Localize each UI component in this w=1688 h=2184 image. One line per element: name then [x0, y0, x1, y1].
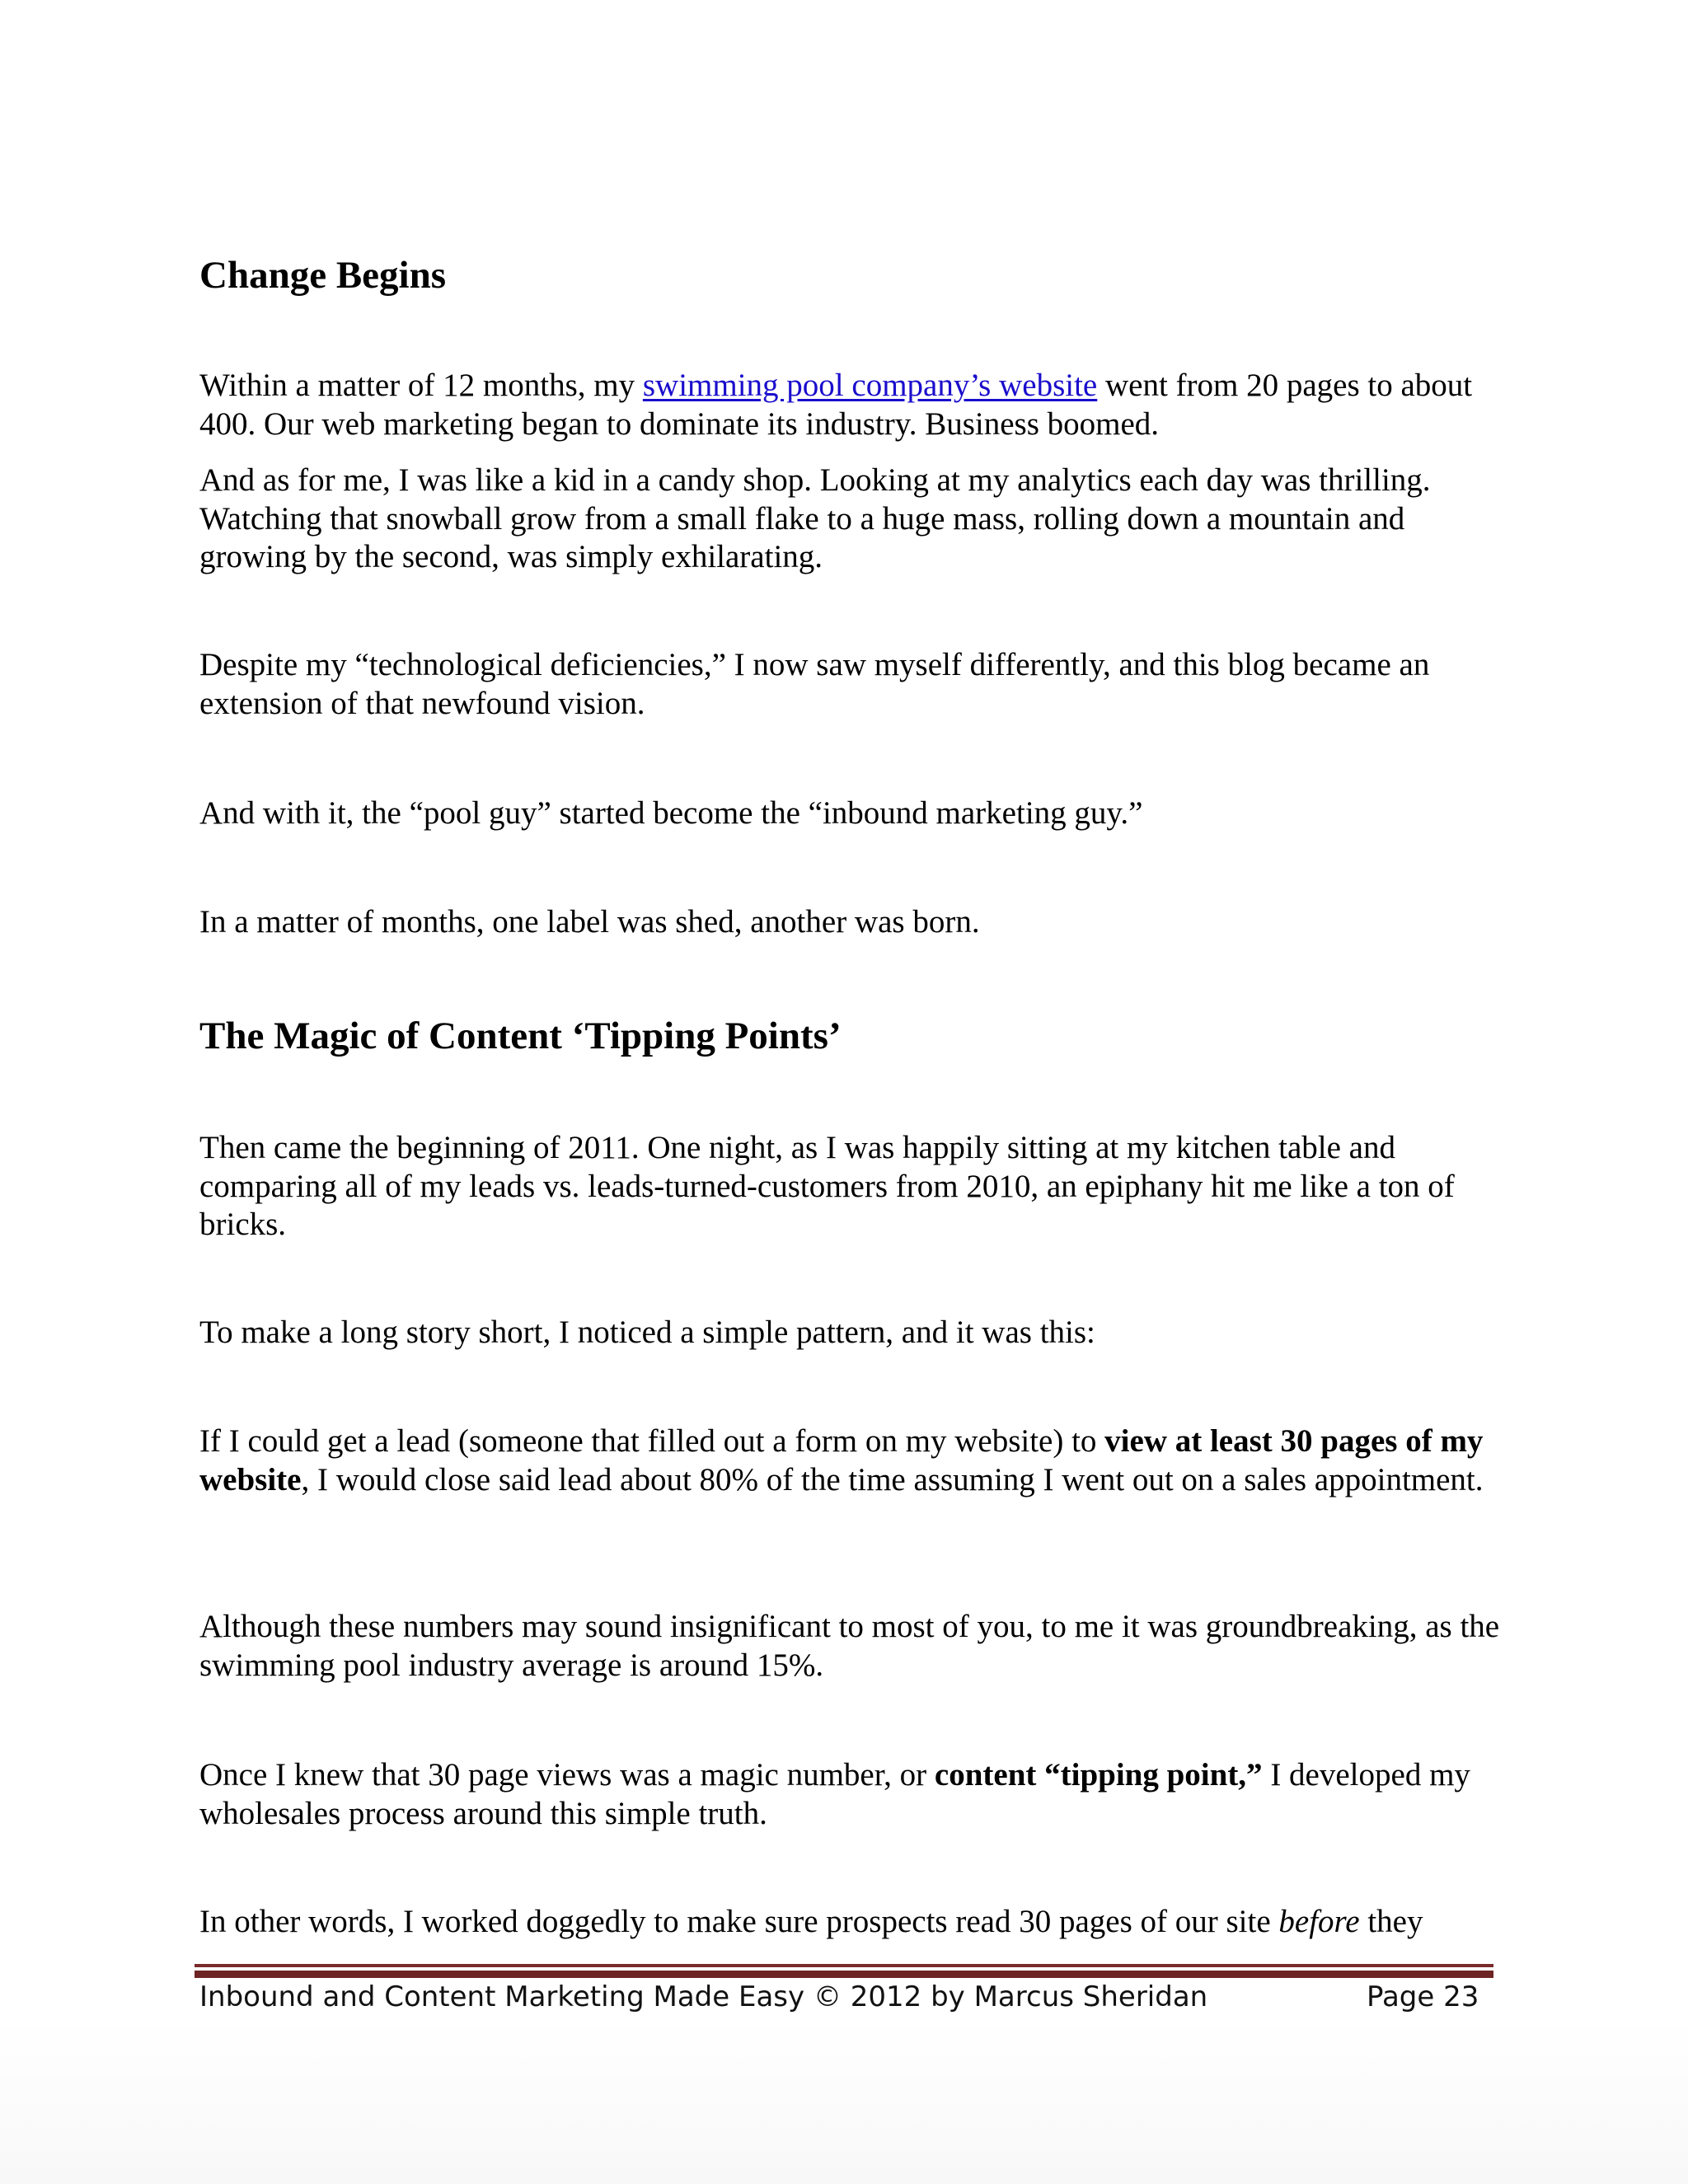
bold-emphasis: view at least 30 pages of my website — [199, 1423, 1484, 1497]
paragraph-website-growth — [199, 367, 1502, 443]
footer-rule-thin — [195, 1964, 1493, 1967]
paragraph-text: , I would close said lead about 80% of the time assuming I went out on a sales appointment. — [301, 1461, 1484, 1497]
paragraph-technological-deficiencies: Despite my “technological deficiencies,” I now saw myself differently, and this blog became an extension of that newfound vision. — [199, 647, 1430, 721]
paragraph-epiphany: Then came the beginning of 2011. One night, as I was happily sitting at my kitchen table and comparing all of my leads vs. leads-turned-customers from 2010, an epiphany hit me like a ton of bricks. — [199, 1130, 1455, 1242]
page-bottom-shade — [0, 2019, 1688, 2184]
paragraph-text: went from 20 pages to about 400. Our web marketing began to dominate its industry. Business boomed. — [199, 368, 1473, 442]
paragraph-in-other-words — [199, 1903, 1502, 1942]
footer-rule-thick — [195, 1971, 1493, 1978]
paragraph-candy-shop: And as for me, I was like a kid in a candy shop. Looking at my analytics each day was thrilling. Watching that snowball grow from a small flake to a huge mass, rolling down a mountain and growing by the second, was simply exhilarating. — [199, 462, 1431, 574]
footer-page-number: Page 23 — [1367, 1980, 1479, 2013]
paragraph-thirty-pages — [199, 1422, 1502, 1499]
italic-emphasis: before — [1278, 1904, 1360, 1939]
paragraph-industry-average: Although these numbers may sound insignificant to most of you, to me it was groundbreaking, as the swimming pool industry average is around 15%. — [199, 1609, 1500, 1683]
paragraph-text: Within a matter of 12 months, my — [199, 368, 643, 403]
paragraph-label-shed: In a matter of months, one label was shed, another was born. — [199, 904, 980, 940]
paragraph-text: In other words, I worked doggedly to make sure prospects read 30 pages of our site — [199, 1904, 1279, 1939]
paragraph-magic-number — [199, 1756, 1502, 1833]
footer-copyright: Inbound and Content Marketing Made Easy © 2012 by Marcus Sheridan — [199, 1980, 1208, 2013]
paragraph-pool-guy: And with it, the “pool guy” started become the “inbound marketing guy.” — [199, 795, 1143, 831]
bold-emphasis: content “tipping point,” — [934, 1757, 1263, 1793]
heading-tipping-points: The Magic of Content ‘Tipping Points’ — [199, 1015, 842, 1057]
paragraph-text: Once I knew that 30 page views was a magic number, or — [199, 1757, 935, 1793]
paragraph-text: I developed my wholesales process around this simple truth. — [199, 1757, 1470, 1831]
paragraph-text: they — [1359, 1904, 1423, 1939]
paragraph-simple-pattern: To make a long story short, I noticed a simple pattern, and it was this: — [199, 1315, 1095, 1350]
heading-change-begins: Change Begins — [199, 254, 447, 297]
swimming-pool-website-link[interactable]: swimming pool company’s website — [642, 368, 1098, 403]
paragraph-text: If I could get a lead (someone that filled out a form on my website) to — [199, 1423, 1105, 1459]
